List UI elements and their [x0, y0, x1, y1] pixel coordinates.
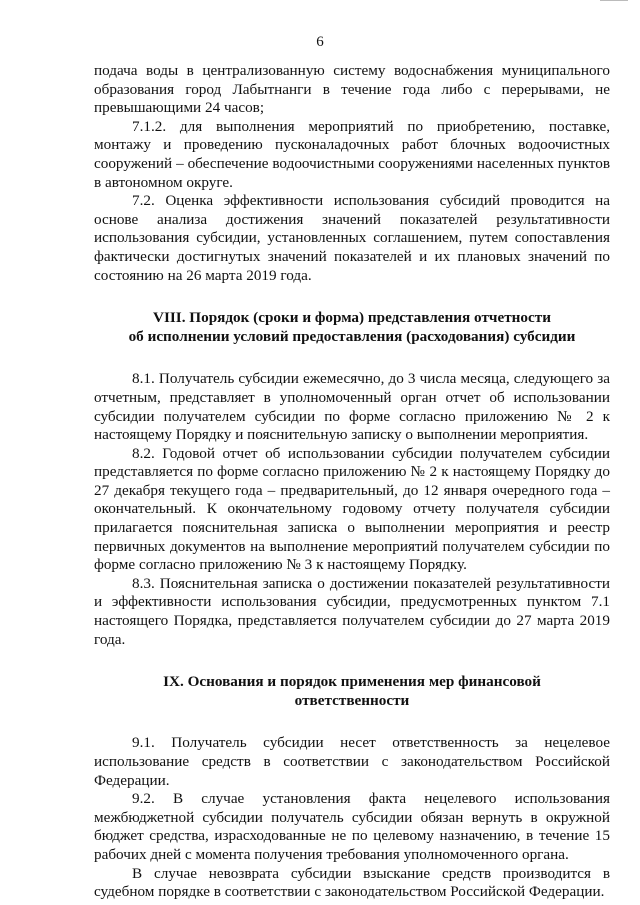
section-9-heading-line1: IX. Основания и порядок применения мер финансовой	[163, 673, 541, 691]
paragraph-9-3: В случае невозврата субсидии взыскание средств производится в судебном порядке в соответствии с законодательством Российской Федерации.	[94, 864, 610, 901]
paragraph-9-2: 9.2. В случае установления факта нецелевого использования межбюджетной субсидии получатель субсидии обязан вернуть в окружной бюджет средства, израсходованные не по целевому назначению, в течение 15 рабочих дней с момента получения требования уполномоченного органа.	[94, 790, 610, 863]
paragraph-8-2: 8.2. Годовой отчет об использовании субсидии получателем субсидии представляется по форме согласно приложению № 2 к настоящему Порядку до 27 декабря текущего года – предварительный, до 12 января очередного года – окончательный. К окончательному годовому отчету получателя субсидии прилагается пояснительная записка о выполнении мероприятия и реестр первичных документов на выполнение мероприятий получателем субсидии по форме согласно приложению № 3 к настоящему Порядку.	[94, 444, 610, 574]
paragraph-7-1-2: 7.1.2. для выполнения мероприятий по приобретению, поставке, монтажу и проведению пусконаладочных работ блочных водоочистных сооружений – обеспечение водоочистными сооружениями населенных пунктов в автономном округе.	[94, 117, 610, 191]
section-9-heading	[94, 673, 610, 710]
section-8-heading	[94, 309, 610, 346]
document-body	[94, 62, 610, 902]
paragraph-continuation: подача воды в централизованную систему водоснабжения муниципального образования город Лабытнанги в течение года либо с перерывами, не превышающими 24 часов;	[94, 62, 610, 117]
paragraph-8-3: 8.3. Пояснительная записка о достижении показателей результативности и эффективности использования субсидии, предусмотренных пунктом 7.1 настоящего Порядка, представляется получателем субсидии до 27 марта 2019 года.	[94, 574, 610, 648]
section-8-heading-line1: VIII. Порядок (сроки и форма) представления отчетности	[153, 309, 551, 327]
paragraph-9-1: 9.1. Получатель субсидии несет ответственность за нецелевое использование средств в соответствии с законодательством Российской Федерации.	[94, 734, 610, 789]
paragraph-8-1: 8.1. Получатель субсидии ежемесячно, до 3 числа месяца, следующего за отчетным, представляет в уполномоченный орган отчет об использовании субсидии получателем субсидии по форме согласно приложению № 2 к настоящему Порядку и пояснительную записку о выполнении мероприятия.	[94, 370, 610, 444]
section-9-heading-line2: ответственности	[294, 691, 410, 709]
section-8-heading-line2: об исполнении условий предоставления (расходования) субсидии	[128, 327, 576, 345]
scan-corner-mark	[600, 0, 628, 4]
paragraph-7-2: 7.2. Оценка эффективности использования субсидий проводится на основе анализа достижения значений показателей результативности использования субсидии, установленных соглашением, путем сопоставления фактически достигнутых значений показателей и их плановых значений по состоянию на 26 марта 2019 года.	[94, 192, 610, 284]
page-number: 6	[316, 34, 324, 50]
